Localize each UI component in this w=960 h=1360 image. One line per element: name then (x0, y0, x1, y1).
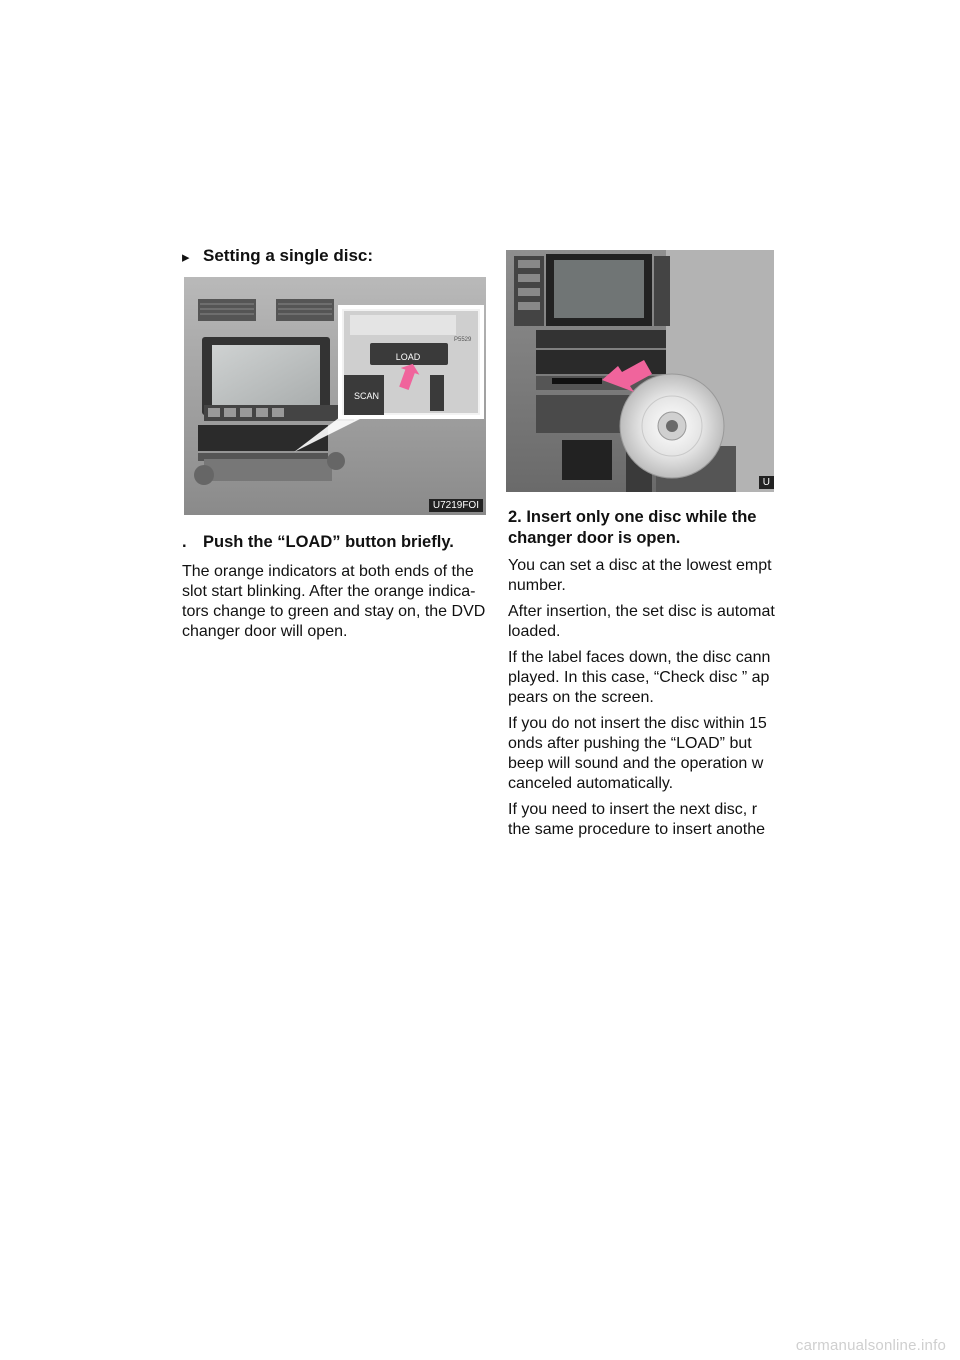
step-1-number: . (182, 533, 187, 551)
dashboard-photo-load (184, 277, 486, 515)
note-3-line-2: played. In this case, “Check disc ” ap (508, 669, 770, 686)
inset-load-label: LOAD (395, 352, 421, 362)
note-paragraph-4 (508, 714, 776, 794)
note-5-line-2: the same procedure to insert anothe (508, 821, 766, 838)
disc-insert-illustration (506, 250, 774, 492)
step-1-line-1: The orange indicators at both ends of the (182, 563, 474, 580)
note-paragraph-2 (508, 602, 776, 642)
figure-code-right: U (759, 476, 774, 489)
step-1-title: Push the “LOAD” button briefly. (203, 533, 454, 551)
section-heading: Setting a single disc: (203, 246, 374, 265)
note-3-line-3: pears on the screen. (508, 689, 654, 706)
note-4-line-2: onds after pushing the “LOAD” but (508, 735, 752, 752)
step-2-title-line-1: 2. Insert only one disc while the (508, 508, 757, 526)
note-4-line-1: If you do not insert the disc within 15 (508, 715, 767, 732)
note-paragraph-5 (508, 800, 776, 840)
figure-code-left: U7219FOI (429, 499, 483, 512)
inset-code: P5529 (454, 337, 472, 343)
note-4-line-4: canceled automatically. (508, 775, 674, 792)
note-5-line-1: If you need to insert the next disc, r (508, 801, 758, 818)
dashboard-photo-insert (506, 250, 774, 492)
section-bullet: ▸ (182, 249, 190, 266)
note-1-line-1: You can set a disc at the lowest empt (508, 557, 772, 574)
step-1-line-3: tors change to green and stay on, the DVD (182, 603, 486, 620)
note-paragraph-1 (508, 556, 776, 596)
step-1-line-4: changer door will open. (182, 623, 348, 640)
step-2-title (508, 507, 776, 549)
step-1-body (182, 562, 492, 642)
dashboard-illustration (184, 277, 486, 515)
note-1-line-2: number. (508, 577, 566, 594)
note-3-line-1: If the label faces down, the disc cann (508, 649, 771, 666)
step-2-title-line-2: changer door is open. (508, 529, 681, 547)
note-2-line-1: After insertion, the set disc is automat (508, 603, 775, 620)
step-1-line-2: slot start blinking. After the orange indica- (182, 583, 476, 600)
step-2-body (508, 556, 776, 840)
note-2-line-2: loaded. (508, 623, 561, 640)
site-watermark-link[interactable]: carmanualsonline.info (795, 1337, 946, 1354)
note-paragraph-3 (508, 648, 776, 708)
note-4-line-3: beep will sound and the operation w (508, 755, 764, 772)
inset-scan-label: SCAN (354, 391, 380, 401)
